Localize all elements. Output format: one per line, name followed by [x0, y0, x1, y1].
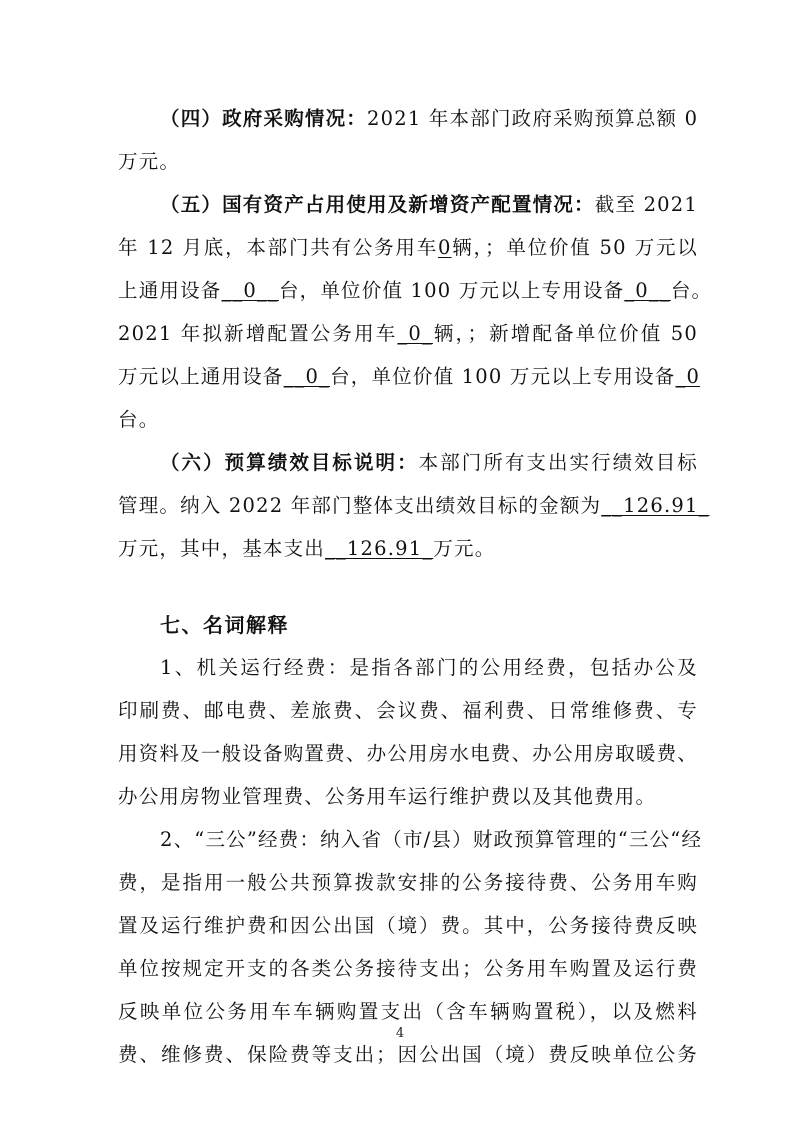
- sec5-text-3c: 台。: [670, 279, 713, 302]
- sec5-line-3: [118, 278, 713, 304]
- section-heading: 七、名词解释: [160, 613, 289, 637]
- sec4-text-2: 万元。: [118, 150, 181, 173]
- sec5-text-1: 截至 2021: [594, 193, 698, 216]
- sec5-line-1: [160, 192, 698, 218]
- p2-line-1: 2、“三公”经费：纳入省（市/县）财政预算管理的“三公“经: [160, 828, 703, 851]
- new-general-equipment-count: __0_: [283, 365, 331, 388]
- sec5-line-6: [118, 407, 698, 433]
- official-car-count: 0: [438, 236, 452, 259]
- sec6-text-3b: 万元。: [433, 537, 496, 560]
- sec6-text-3a: 万元，其中，基本支出: [118, 537, 326, 560]
- sec6-line-2: [118, 493, 710, 519]
- p2-line-6: 费、维修费、保险费等支出；因公出国（境）费反映单位公务: [118, 1043, 698, 1066]
- sec6-text-1: 本部门所有支出实行绩效目标: [418, 451, 698, 474]
- sec6-line-1: [160, 450, 698, 476]
- sec5-text-3b: 台，单位价值 100 万元以上专用设备: [278, 279, 625, 302]
- new-car-count: _0_: [397, 322, 433, 345]
- sec6-line-3: [118, 536, 698, 562]
- sec5-text-4b: 辆，；新增配备单位价值 50: [432, 322, 699, 345]
- p1-line-4: 办公用房物业管理费、公务用车运行维护费以及其他费用。: [118, 785, 657, 808]
- sec4-label: （四）政府采购情况：: [160, 107, 368, 130]
- page-number: 4: [395, 1026, 405, 1041]
- sec5-text-6: 台。: [118, 408, 160, 431]
- sec5-line-2: [118, 235, 698, 261]
- sec5-text-5a: 万元以上通用设备: [118, 365, 284, 388]
- performance-target-amount: __126.91_: [601, 494, 710, 517]
- p1-line-3: 用资料及一般设备购置费、办公用房水电费、办公用房取暖费、: [118, 742, 698, 765]
- p1-line-2: 印刷费、邮电费、差旅费、会议费、福利费、日常维修费、专: [118, 699, 698, 722]
- basic-expenditure-amount: __126.91_: [325, 537, 434, 560]
- p2-line-3: 置及运行维护费和因公出国（境）费。其中，公务接待费反映: [118, 914, 698, 937]
- sec5-text-2b: 辆，；单位价值 50 万元以: [451, 236, 698, 259]
- sec5-label: （五）国有资产占用使用及新增资产配置情况：: [160, 193, 595, 216]
- sec6-label: （六）预算绩效目标说明：: [160, 451, 419, 474]
- sec5-text-2a: 年 12 月底，本部门共有公务用车: [118, 236, 438, 259]
- general-equipment-count: __0__: [221, 279, 279, 302]
- sec5-line-4: [118, 321, 698, 347]
- sec5-text-4a: 2021 年拟新增配置公务用车: [118, 322, 398, 345]
- sec4-line-1: [160, 106, 698, 132]
- p2-line-5: 反映单位公务用车车辆购置支出（含车辆购置税），以及燃料: [118, 1000, 698, 1023]
- sec6-text-2: 管理。纳入 2022 年部门整体支出绩效目标的金额为: [118, 494, 602, 517]
- p1-line-1: 1、机关运行经费：是指各部门的公用经费，包括办公及: [160, 656, 698, 679]
- p2-line-4: 单位按规定开支的各类公务接待支出；公务用车购置及运行费: [118, 957, 698, 980]
- sec4-text: 2021 年本部门政府采购预算总额 0: [367, 107, 699, 130]
- sec5-text-3a: 上通用设备: [118, 279, 222, 302]
- sec5-text-5b: 台，单位价值 100 万元以上专用设备: [330, 365, 676, 388]
- special-equipment-count: _0__: [624, 279, 671, 302]
- sec5-line-5: [118, 364, 701, 390]
- sec4-line-2: [118, 149, 698, 175]
- new-special-equipment-count: _0: [675, 365, 701, 388]
- p2-line-2: 费，是指用一般公共预算拨款安排的公务接待费、公务用车购: [118, 871, 698, 894]
